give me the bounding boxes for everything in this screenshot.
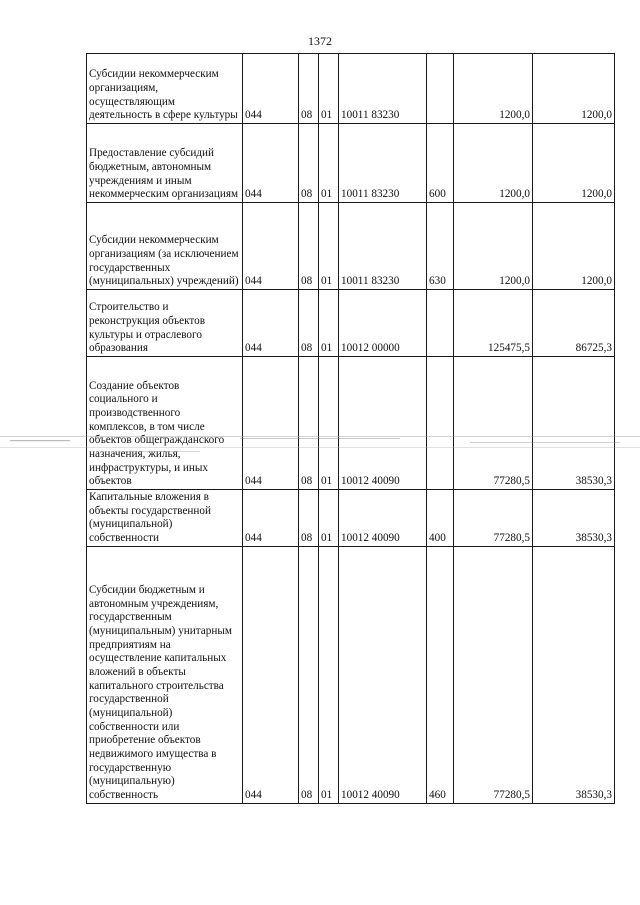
expense-type-code	[427, 54, 454, 124]
table-row	[87, 290, 615, 357]
amount-year-1: 1200,0	[454, 124, 533, 203]
row-name: Создание объектов социального и производственного комплексов, в том числе объектов общегражданского назначения, жилья, инфраструктуры, и иных объектов	[87, 357, 243, 490]
table-row	[87, 357, 615, 490]
amount-year-1: 1200,0	[454, 54, 533, 124]
amount-year-1: 1200,0	[454, 203, 533, 290]
target-article-code: 10012 00000	[339, 290, 427, 357]
amount-year-2: 38530,3	[533, 490, 615, 547]
target-article-code: 10011 83230	[339, 203, 427, 290]
amount-year-1: 77280,5	[454, 546, 533, 803]
target-article-code: 10012 40090	[339, 546, 427, 803]
target-article-code: 10012 40090	[339, 490, 427, 547]
table-row	[87, 490, 615, 547]
subsection-code: 01	[319, 203, 339, 290]
ministry-code: 044	[243, 203, 299, 290]
section-code: 08	[299, 546, 319, 803]
expense-type-code: 400	[427, 490, 454, 547]
amount-year-1: 77280,5	[454, 490, 533, 547]
expense-type-code: 600	[427, 124, 454, 203]
page-number: 1372	[308, 34, 332, 48]
section-code: 08	[299, 490, 319, 547]
amount-year-1: 77280,5	[454, 357, 533, 490]
ministry-code: 044	[243, 546, 299, 803]
row-name: Субсидии некоммерческим организациям (за исключением государственных (муниципальных) учреждений)	[87, 203, 243, 290]
amount-year-2: 38530,3	[533, 357, 615, 490]
amount-year-2: 38530,3	[533, 546, 615, 803]
table-row	[87, 54, 615, 124]
table-row	[87, 203, 615, 290]
budget-table	[86, 53, 615, 804]
row-name: Субсидии некоммерческим организациям, осуществляющим деятельность в сфере культуры	[87, 54, 243, 124]
subsection-code: 01	[319, 290, 339, 357]
subsection-code: 01	[319, 54, 339, 124]
section-code: 08	[299, 54, 319, 124]
amount-year-1: 125475,5	[454, 290, 533, 357]
section-code: 08	[299, 203, 319, 290]
target-article-code: 10011 83230	[339, 54, 427, 124]
ministry-code: 044	[243, 290, 299, 357]
ministry-code: 044	[243, 54, 299, 124]
ministry-code: 044	[243, 357, 299, 490]
amount-year-2: 1200,0	[533, 124, 615, 203]
target-article-code: 10012 40090	[339, 357, 427, 490]
row-name: Предоставление субсидий бюджетным, автономным учреждениям и иным некоммерческим организациям	[87, 124, 243, 203]
ministry-code: 044	[243, 490, 299, 547]
expense-type-code	[427, 290, 454, 357]
row-name: Капитальные вложения в объекты государственной (муниципальной) собственности	[87, 490, 243, 547]
table-row	[87, 546, 615, 803]
table-row	[87, 124, 615, 203]
expense-type-code: 630	[427, 203, 454, 290]
expense-type-code	[427, 357, 454, 490]
row-name: Субсидии бюджетным и автономным учреждениям, государственным (муниципальным) унитарным предприятиям на осуществление капитальных вложений в объекты капитального строительства государственной (муниципальной) собственности или приобретение объектов недвижимого имущества в государственную (муниципальную) собственность	[87, 546, 243, 803]
subsection-code: 01	[319, 546, 339, 803]
amount-year-2: 1200,0	[533, 54, 615, 124]
row-name: Строительство и реконструкция объектов культуры и отраслевого образования	[87, 290, 243, 357]
subsection-code: 01	[319, 490, 339, 547]
target-article-code: 10011 83230	[339, 124, 427, 203]
section-code: 08	[299, 290, 319, 357]
ministry-code: 044	[243, 124, 299, 203]
section-code: 08	[299, 357, 319, 490]
amount-year-2: 86725,3	[533, 290, 615, 357]
subsection-code: 01	[319, 357, 339, 490]
expense-type-code: 460	[427, 546, 454, 803]
subsection-code: 01	[319, 124, 339, 203]
section-code: 08	[299, 124, 319, 203]
amount-year-2: 1200,0	[533, 203, 615, 290]
